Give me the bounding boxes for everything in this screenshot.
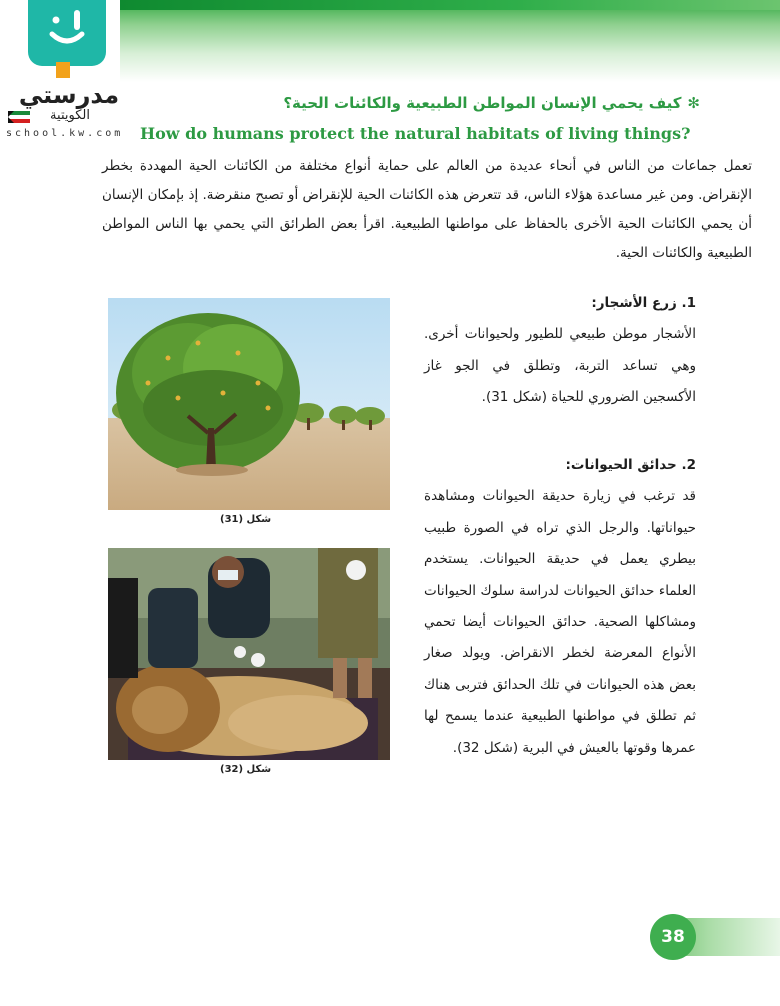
logo-site-url[interactable]: school.kw.com (6, 128, 124, 139)
tree-orchard-photo-icon (108, 298, 390, 510)
section-1-body: الأشجار موطن طبيعي للطيور ولحيوانات أخرى. وهي تساعد التربة، وتطلق في الجو غاز الأكسجين الضروري للحياة (شكل 31). (424, 326, 696, 406)
figure-31-photo (108, 298, 390, 510)
section-2-body: قد ترغب في زيارة حديقة الحيوانات ومشاهدة حيواناتها. والرجل الذي تراه في الصورة طبيب بيطري يعمل في حديقة الحيوانات. يستخدم العلماء حدائق الحيوانات لدراسة سلوك الحيوانات ومشاكلها الصحية. حدائق الحيوانات أيضا تحمي الأنواع المعرضة لخطر الانقراض. ويولد صغار بعض هذه الحيوانات في تلك الحدائق فتربى هناك ثم تطلق في مواطنها الطبيعية عندما يسمح لها عمرها وقوتها بالعيش في البرية (شكل 32). (424, 488, 696, 756)
question-arabic-heading (283, 94, 700, 112)
figure-32-photo (108, 548, 390, 760)
header-top-stripe (120, 0, 780, 10)
logo-subtitle: الكويتية (50, 108, 90, 123)
section-1-title: 1. زرع الأشجار: (591, 295, 696, 311)
figure-31-caption: شكل (31) (220, 514, 272, 525)
question-english-heading: How do humans protect the natural habitats of living things? (140, 124, 691, 143)
section-2-title: 2. حدائق الحيوانات: (565, 457, 696, 473)
logo-name: مدرستي (18, 81, 120, 109)
section-zoos (424, 450, 696, 764)
header-gradient-band (120, 0, 780, 82)
question-arabic-text: كيف يحمي الإنسان المواطن الطبيعية والكائنات الحية؟ (283, 94, 682, 112)
smile-face-icon (44, 6, 90, 52)
section-planting-trees (424, 288, 696, 414)
page-number: 38 (650, 914, 696, 960)
star-bullet-icon: ✻ (687, 94, 700, 112)
figure-32-caption: شكل (32) (220, 764, 272, 775)
site-logo[interactable] (0, 0, 150, 140)
vet-lion-photo-icon (108, 548, 390, 760)
logo-pencil-icon (56, 62, 70, 78)
intro-paragraph: تعمل جماعات من الناس في أنحاء عديدة من العالم على حماية أنواع مختلفة من الكائنات الحية المهددة بخطر الإنقراض. ومن غير مساعدة هؤلاء الناس، قد تتعرض هذه الكائنات الحية للإنقراض أو تصبح منقرضة. إذ بإمكان الإنسان أن يحمي الكائنات الحية الأخرى بالحفاظ على مواطنها الطبيعية. اقرأ بعض الطرائق التي يحمي بها الناس المواطن الطبيعية والكائنات الحية. (102, 158, 752, 261)
